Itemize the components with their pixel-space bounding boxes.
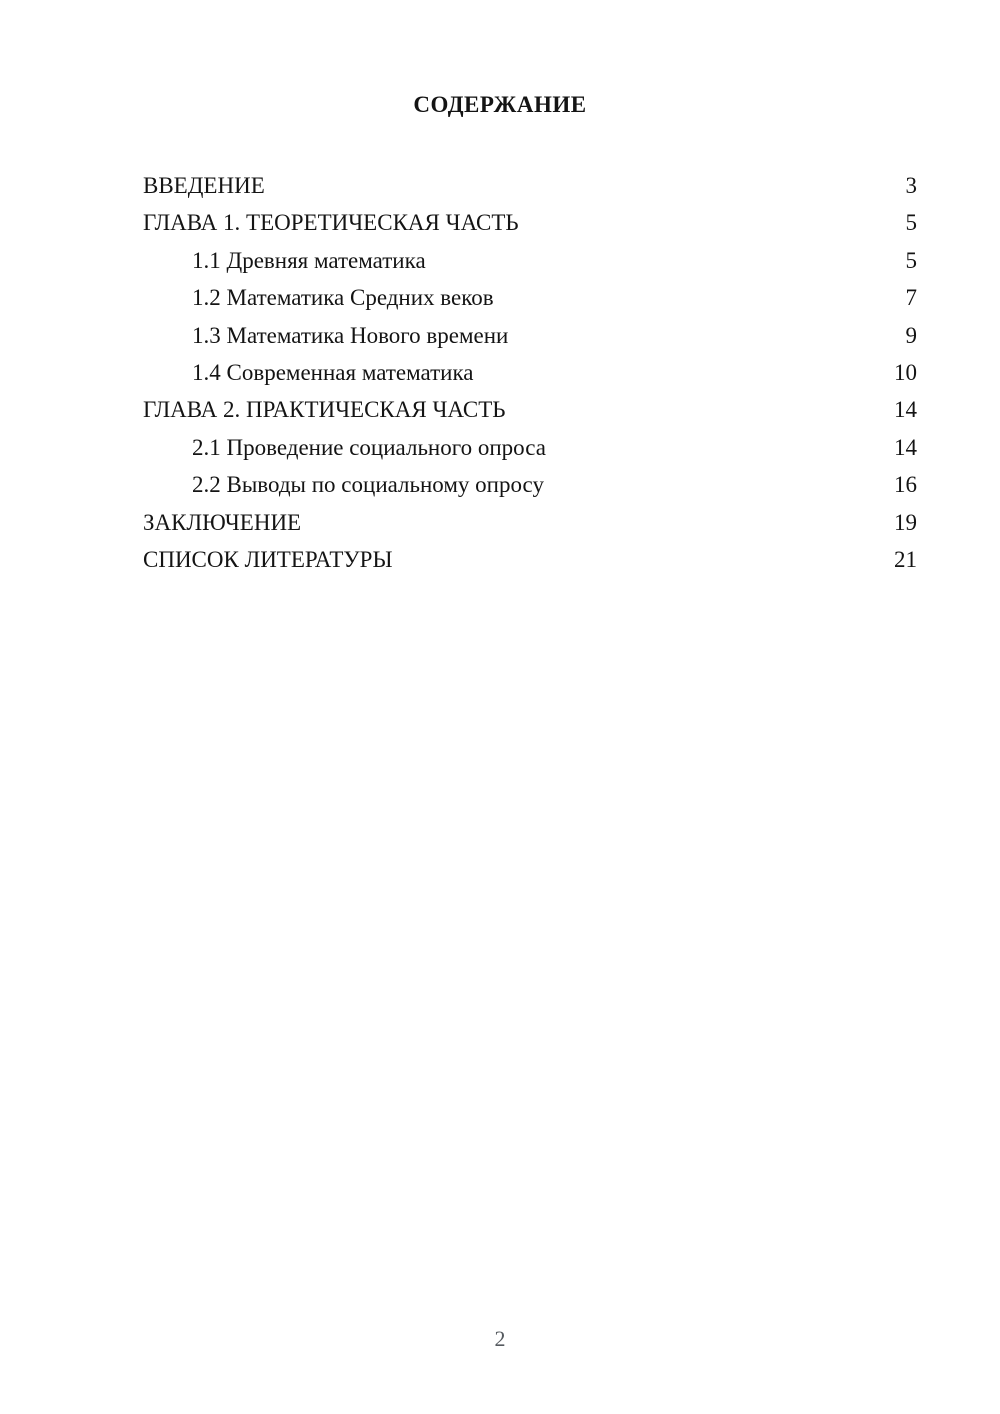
page-number-footer: 2	[494, 1326, 506, 1351]
toc-entry	[143, 504, 917, 541]
toc-entry-page-number: 10	[894, 360, 917, 386]
toc-entry-page-number: 5	[905, 247, 917, 273]
toc-entry-label: 1.3 Математика Нового времени	[192, 322, 509, 348]
toc-entry-page-number: 19	[894, 509, 917, 535]
table-of-contents	[143, 167, 917, 578]
toc-entry-page-number: 7	[905, 285, 917, 311]
toc-entry-label: ГЛАВА 2. ПРАКТИЧЕСКАЯ ЧАСТЬ	[143, 397, 506, 423]
toc-entry-label: 1.1 Древняя математика	[192, 247, 426, 273]
page-title: СОДЕРЖАНИЕ	[413, 92, 587, 117]
toc-entry-label: СПИСОК ЛИТЕРАТУРЫ	[143, 547, 393, 573]
toc-entry-page-number: 21	[894, 547, 917, 573]
toc-entry	[143, 541, 917, 578]
toc-entry-page-number: 16	[894, 472, 917, 498]
toc-entry	[143, 317, 917, 354]
toc-entry-label: 1.4 Современная математика	[192, 360, 474, 386]
toc-entry-page-number: 14	[894, 434, 917, 460]
toc-entry	[143, 204, 917, 241]
toc-entry-label: ЗАКЛЮЧЕНИЕ	[143, 509, 302, 535]
toc-entry-page-number: 5	[905, 210, 917, 236]
toc-entry-label: ВВЕДЕНИЕ	[143, 173, 265, 198]
toc-entry	[143, 391, 917, 428]
toc-entry-label: 1.2 Математика Средних веков	[192, 285, 494, 311]
toc-entry-page-number: 3	[905, 173, 917, 198]
toc-entry-label: ГЛАВА 1. ТЕОРЕТИЧЕСКАЯ ЧАСТЬ	[143, 210, 519, 236]
toc-entry	[143, 466, 917, 503]
toc-entry-page-number: 14	[894, 397, 917, 423]
toc-entry	[143, 354, 917, 391]
toc-entry-label: 2.2 Выводы по социальному опросу	[192, 472, 544, 498]
toc-entry	[143, 242, 917, 279]
toc-entry	[143, 429, 917, 466]
toc-entry-page-number: 9	[905, 322, 917, 348]
toc-entry	[143, 167, 917, 204]
toc-entry-label: 2.1 Проведение социального опроса	[192, 434, 546, 460]
toc-entry	[143, 279, 917, 316]
